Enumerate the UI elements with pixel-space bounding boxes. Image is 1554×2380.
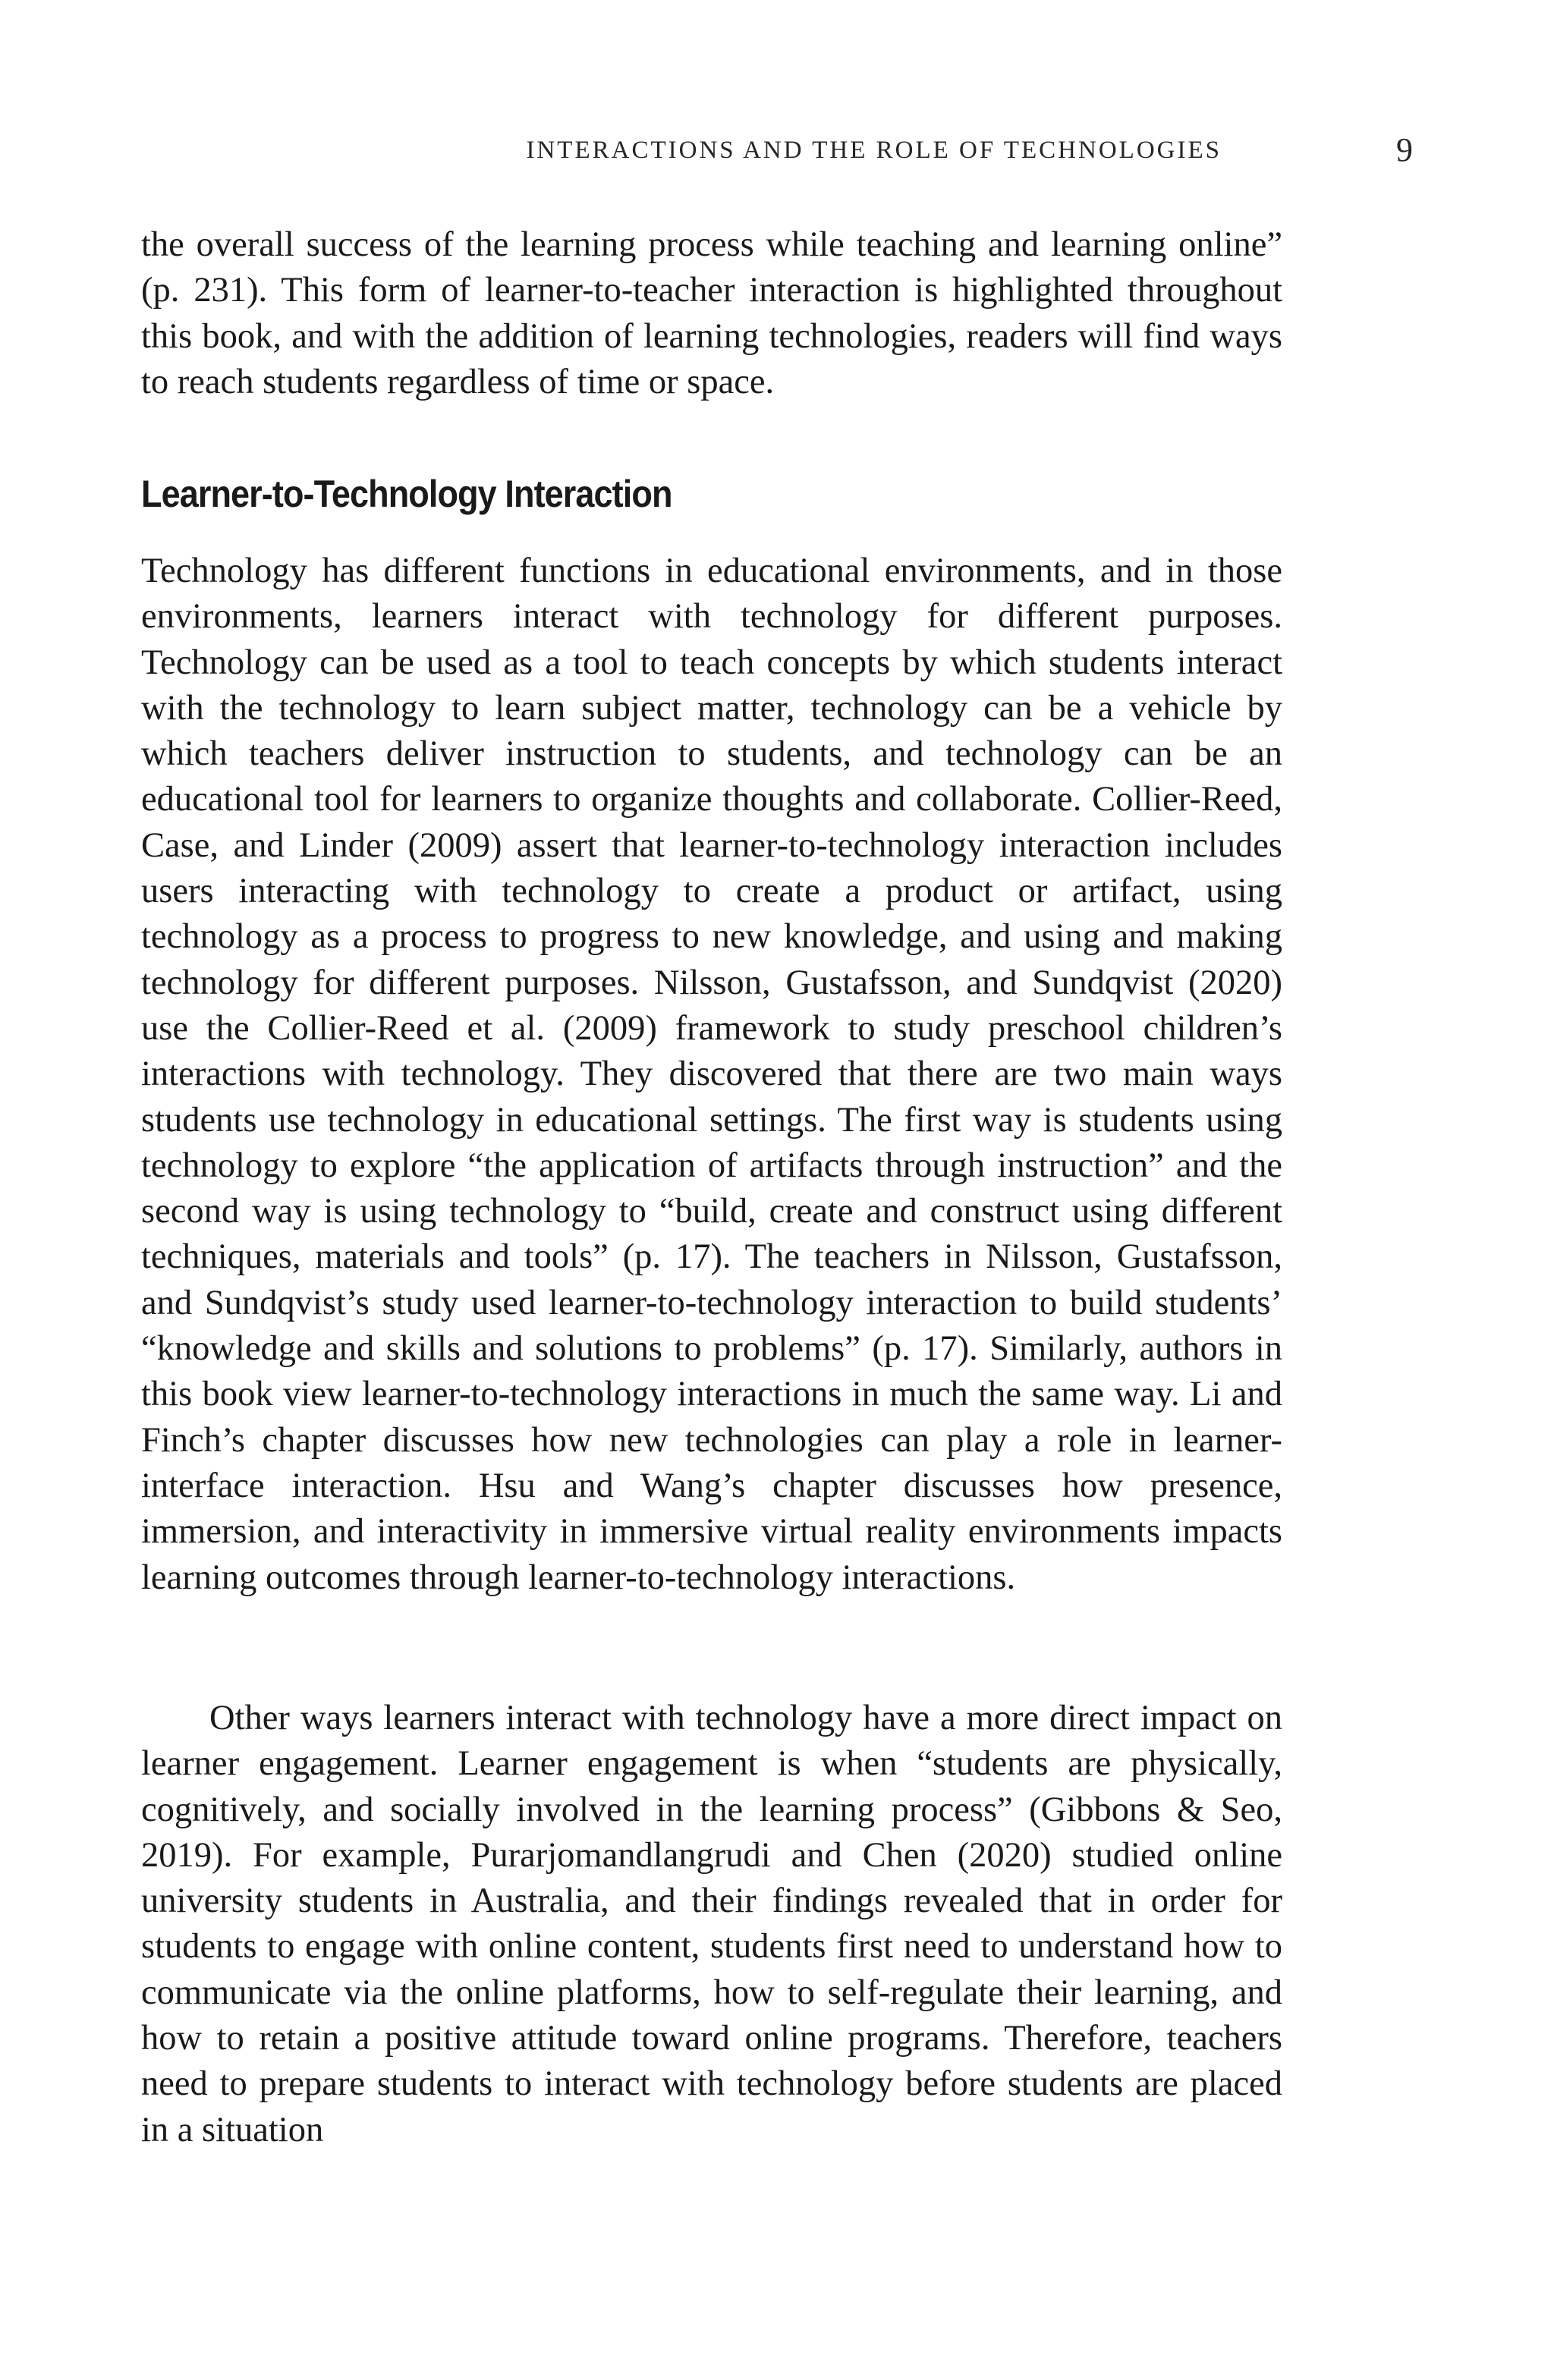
body-paragraph-1: Technology has different functions in educational environments, and in those environments, learners interact with technology for different purposes. Technology can be used as a tool to teach concepts by which students interact with the technology to learn subject matter, technology can be a vehicle by which teachers deliver instruction to students, and technology can be an educational tool for learners to organize thoughts and collaborate. Collier-Reed, Case, and Linder (2009) assert that learner-to-technology interaction includes users interacting with technology to create a product or artifact, using technology as a process to progress to new knowledge, and using and making technology for different purposes. Nilsson, Gustafsson, and Sundqvist (2020) use the Collier-Reed et al. (2009) framework to study preschool children’s interactions with technology. They discovered that there are two main ways students use technology in educational settings. The first way is students using technology to explore “the application of artifacts through instruction” and the second way is using technology to “build, create and construct using different techniques, materials and tools” (p. 17). The teachers in Nilsson, Gustafsson, and Sundqvist’s study used learner-to-technology interaction to build students’ “knowledge and skills and solutions to problems” (p. 17). Similarly, authors in this book view learner-to-technology interactions in much the same way. Li and Finch’s chapter discusses how new technologies can play a role in learner-interface interaction. Hsu and Wang’s chapter discusses how presence, immersion, and interactivity in immersive virtual reality environments impacts learning outcomes through learner-to-technology interactions. — [141, 552, 1282, 1597]
running-title: INTERACTIONS AND THE ROLE OF TECHNOLOGIES — [526, 137, 1222, 164]
page-number: 9 — [1396, 131, 1413, 168]
section-heading: Learner-to-Technology Interaction — [141, 473, 672, 515]
body-paragraph-2: Other ways learners interact with technology have a more direct impact on learner engagement. Learner engagement is when “students are physically, cognitively, and socially involved in the learning process” (Gibbons & Seo, 2019). For example, Purarjomandlangrudi and Chen (2020) studied online university students in Australia, and their findings revealed that in order for students to engage with online content, students first need to understand how to communicate via the online platforms, how to self-regulate their learning, and how to retain a positive attitude toward online programs. Therefore, teachers need to prepare students to interact with technology before students are placed in a situation — [141, 1699, 1282, 2149]
running-header — [141, 130, 1413, 176]
continued-paragraph: the overall success of the learning process while teaching and learning online” (p. 231). This form of learner-to-teacher interaction is highlighted throughout this book, and with the addition of learning technologies, readers will find ways to reach students regardless of time or space. — [141, 225, 1282, 401]
